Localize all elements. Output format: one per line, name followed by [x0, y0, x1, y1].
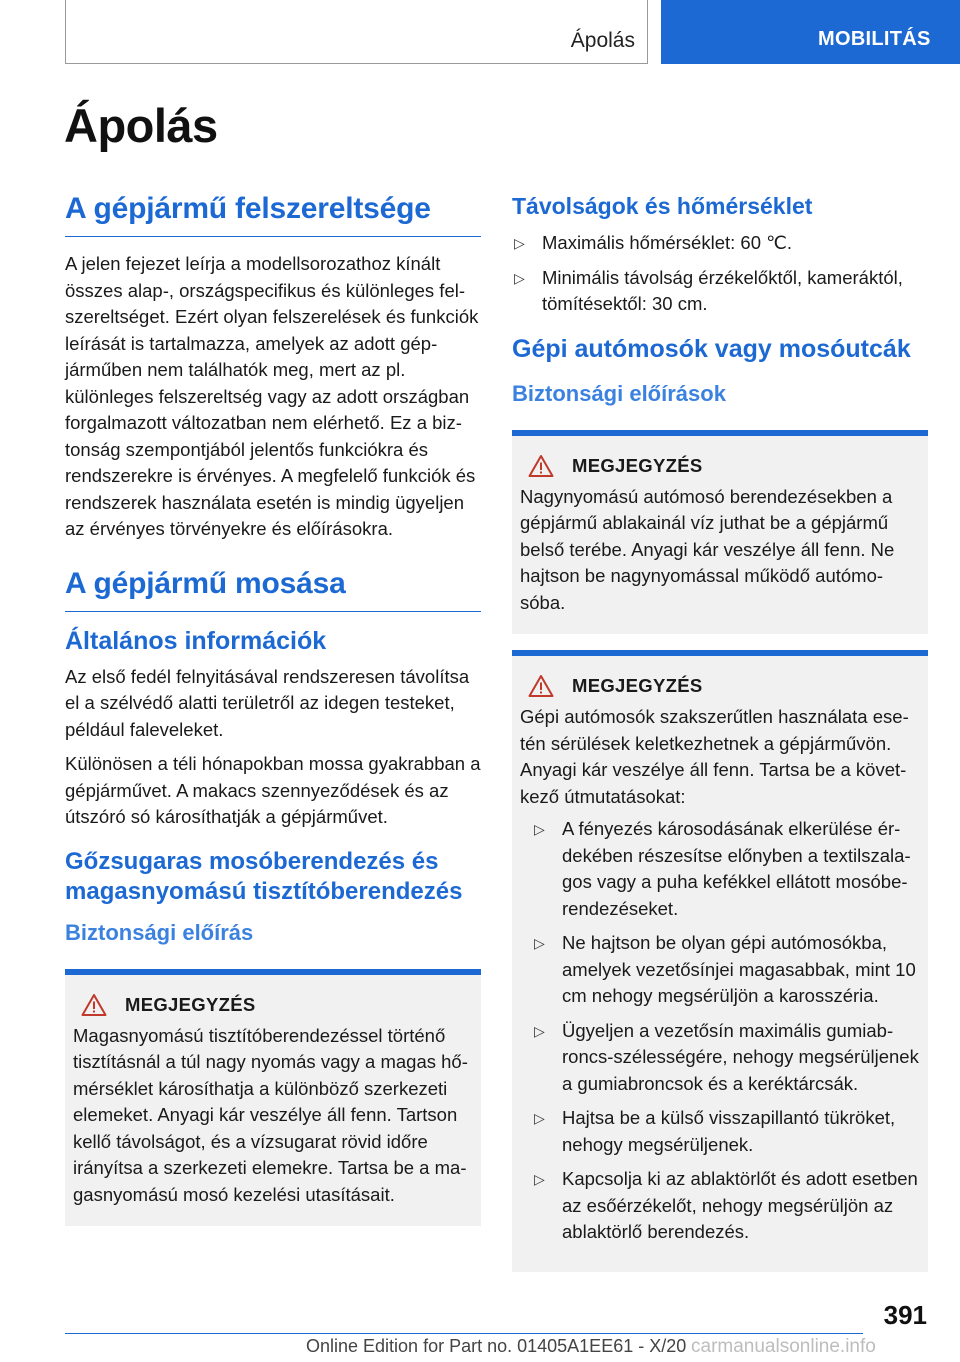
triangle-right-outline-icon: ▷ [534, 1022, 545, 1039]
notice-box-automatic-wash [512, 650, 928, 1272]
list-item: ▷ Hajtsa be a külső visszapillantó tükröket, nehogy megsérüljenek. [534, 1107, 896, 1155]
paragraph-general-1: Az első fedél felnyitásával rendszeresen távolítsa el a szélvédő alatti területről az idegen testeket, például faleveleket. [65, 665, 470, 740]
page-title: Ápolás [64, 99, 218, 152]
notice-header [73, 993, 473, 1017]
header-chapter-title: MOBILITÁS [818, 28, 931, 50]
heading-equipment: A gépjármű felszereltsége [65, 190, 481, 237]
heading-washing: A gépjármű mosása [65, 565, 481, 612]
triangle-right-outline-icon: ▷ [534, 821, 545, 837]
notice-text: Nagynyomású autómosó berendezésekben a gépjármű ablakainál víz juthat be a gépjármű belső terébe. Anyagi kár veszélye áll fenn. Ne hajtson be nagynyomással működő autómosóba. [520, 485, 895, 613]
footer-edition: Online Edition for Part no. 01405A1EE61 - X/20 [306, 1336, 687, 1356]
warning-triangle-icon [528, 674, 554, 698]
carwash-instructions-list [520, 816, 920, 1246]
list-item: ▷ Minimális távolság érzékelőktől, kameráktól, tömítésektől: 30 cm. [514, 266, 903, 314]
distances-list [512, 230, 928, 318]
heading-general-info: Általános információk [65, 626, 327, 655]
notice-title: MEGJEGYZÉS [572, 454, 703, 476]
warning-triangle-icon [81, 993, 107, 1017]
header-section-box [65, 0, 648, 64]
notice-header [520, 674, 920, 698]
paragraph-general-2: Különösen a téli hónapokban mossa gyakrabban a gépjárművet. A makacs szennyeződések és az útszóró só károsíthatják a gépjárművet. [65, 753, 481, 827]
notice-title: MEGJEGYZÉS [125, 993, 256, 1015]
heading-safety-rules: Biztonsági előírások [512, 380, 726, 406]
list-item: ▷ Kapcsolja ki az ablaktörlőt és adott esetben az esőérzékelőt, nehogy megsérüljön az ablaktörlő berendezés. [534, 1168, 918, 1242]
triangle-right-outline-icon: ▷ [534, 935, 545, 951]
notice-text: Gépi autómosók szakszerűtlen használata esetén sérülések keletkezhetnek a gépjárművön. Anyagi kár veszélye áll fenn. Tartsa be a következő útmutatásokat: [520, 706, 909, 807]
header-chapter-tab [661, 0, 960, 64]
notice-header [520, 454, 920, 478]
notice-box-high-pressure [65, 969, 481, 1227]
heading-car-wash: Gépi autómosók vagy mosóutcák [512, 334, 911, 363]
notice-box-high-pressure-wash [512, 430, 928, 635]
list-item: ▷ A fényezés károsodásának elkerülése érdekében részesítse előnyben a textilszalagos vagy a puha kefékkel ellátott mosóberendezéseket. [534, 818, 911, 919]
list-item: ▷ Ne hajtson be olyan gépi autómosókba, amelyek vezetősínjei magasabbak, mint 10 cm nehogy megsérüljön a karosszéria. [534, 932, 916, 1006]
triangle-right-outline-icon: ▷ [514, 269, 525, 286]
heading-safety-rule: Biztonsági előírás [65, 919, 254, 945]
triangle-right-outline-icon: ▷ [534, 1110, 545, 1126]
heading-steam-cleaner: Gőzsugaras mosóberendezés és magasnyomású tisztítóberendezés [65, 847, 463, 905]
paragraph-equipment: A jelen fejezet leírja a modellsorozathoz kínált összes alap-, országspecifikus és különleges felszereltséget. Ezért olyan felszerelések és funkciók leírását is tartalmazza, amelyek az adott gépjárműben nem találhatók meg, mert az pl. különleges felszereltség vagy az adott országban forgalmazott változatban nem elérhető. Ez a biztonság szempontjából jelentős funkciókra és rendszerekre is érvényes. A megfelelő funkciók és rendszerek használata esetén is mindig ügyeljen az érvényes törvényekre és előírásokra. [65, 253, 479, 539]
list-item: ▷ Ügyeljen a vezetősín maximális gumiabroncs-szélességére, nehogy megsérüljenek a gumiabroncsok és a keréktárcsák. [534, 1019, 919, 1094]
watermark[interactable]: carmanualsonline.info [691, 1336, 876, 1357]
notice-text: Magasnyomású tisztítóberendezéssel történő tisztításnál a túl nagy nyomás vagy a magas hőmérséklet károsíthatja a különböző szerkezeti elemeket. Anyagi kár veszélye áll fenn. Tartson kellő távolságot, és a vízsugarat rövid időre irányítsa a szerkezeti elemekre. Tartsa be a magasnyomású mosó kezelési utasításait. [73, 1024, 468, 1205]
triangle-right-outline-icon: ▷ [534, 1171, 545, 1187]
triangle-right-outline-icon: ▷ [514, 235, 525, 251]
right-column [512, 190, 928, 1288]
page-number: 391 [883, 1300, 927, 1330]
notice-title: MEGJEGYZÉS [572, 675, 703, 696]
left-column [65, 190, 481, 1242]
list-item: ▷ Maximális hőmérséklet: 60 ℃. [512, 230, 928, 257]
heading-distances-temperature: Távolságok és hőmérséklet [512, 193, 813, 219]
footer-divider [65, 1333, 863, 1334]
warning-triangle-icon [528, 454, 554, 478]
header-section-title: Ápolás [570, 29, 635, 52]
